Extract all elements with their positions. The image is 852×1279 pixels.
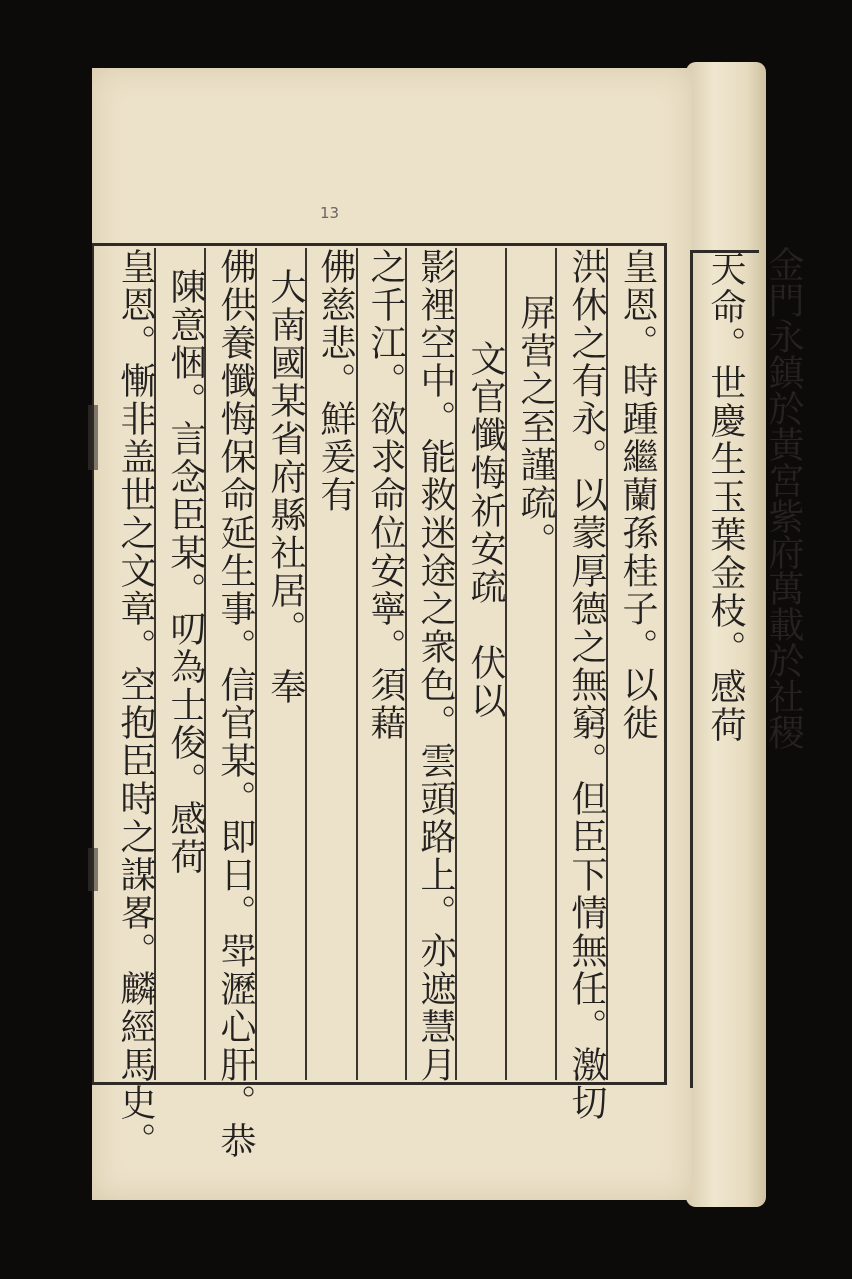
text-column: 大南國某省府縣社居。 奉 — [265, 268, 306, 706]
page-number: 13 — [320, 204, 340, 222]
text-column: 屏营之至謹疏。 — [515, 294, 556, 560]
text-column: 佛供養懺悔保命延生事。信官某。即日。斝瀝心肝。恭 — [215, 248, 256, 1160]
text-column: 之千江。欲求命位安寧。須藉 — [365, 248, 406, 742]
adjacent-page-column: 天命。世慶生玉葉金枝。感荷 — [705, 250, 746, 744]
text-column: 皇恩。慚非盖世之文章。空抱臣時之謀畧。麟經馬史。 — [115, 248, 156, 1160]
edge-column: 金門永鎮於黃宮紫府萬載於社稷 — [763, 246, 804, 750]
text-column: 影裡空中。能救迷途之衆色。雲頭路上。亦遮慧月 — [415, 248, 456, 1084]
text-column: 皇恩。時踵繼蘭孫桂子。以徙 — [617, 248, 658, 742]
text-column: 洪休之有永。以蒙厚德之無窮。但臣下情無任。激切 — [566, 248, 607, 1122]
text-column: 佛慈悲。鮮爰有 — [315, 248, 356, 514]
text-column: 陳意悃。言念臣某。叨為士俊。感荷 — [165, 268, 206, 876]
text-column: 文官懺悔祈安疏 伏以 — [465, 340, 506, 720]
